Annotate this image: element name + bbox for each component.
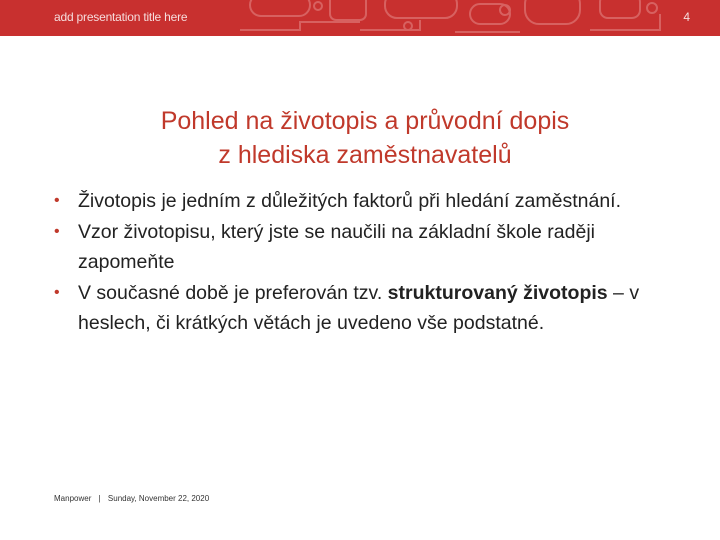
bullet-item	[54, 217, 694, 278]
bullet-item	[54, 278, 694, 339]
slide-title-line-1: Pohled na životopis a průvodní dopis	[160, 107, 570, 135]
footer-brand: Manpower	[54, 494, 92, 503]
slide-title	[60, 104, 670, 172]
footer	[54, 494, 209, 503]
presentation-title: add presentation title here	[54, 10, 188, 24]
footer-separator: |	[98, 494, 101, 503]
header-bar	[0, 0, 720, 36]
bullet-text: Vzor životopisu, který jste se naučili na základní škole raději zapomeňte	[78, 220, 595, 273]
bullet-icon: •	[54, 192, 60, 209]
slide-title-line-2: z hlediska zaměstnavatelů	[218, 141, 512, 169]
bullet-list	[54, 186, 694, 339]
page-number: 4	[683, 10, 690, 24]
bullet-text-after: – v heslech, či krátkých větách je uvedeno vše podstatné.	[78, 281, 640, 334]
bullet-text: Životopis je jedním z důležitých faktorů při hledání zaměstnání.	[78, 190, 622, 212]
bullet-icon: •	[54, 283, 60, 301]
footer-date: Sunday, November 22, 2020	[107, 494, 210, 503]
bullet-item	[54, 186, 694, 217]
bullet-bold-term: strukturovaný životopis	[387, 281, 608, 304]
bullet-text-before: V současné době je preferován tzv.	[78, 281, 388, 304]
bullet-icon: •	[54, 222, 60, 240]
